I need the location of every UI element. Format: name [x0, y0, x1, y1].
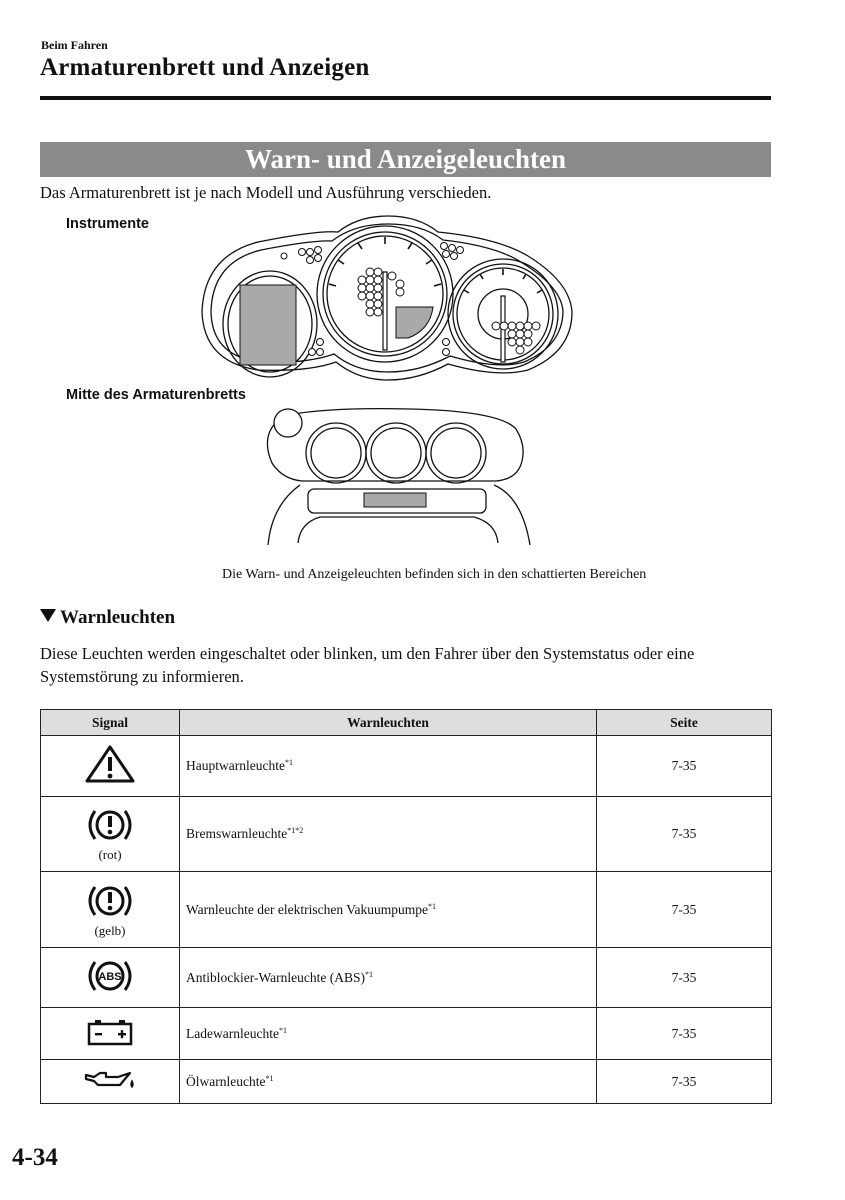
intro-text: Das Armaturenbrett ist je nach Modell und Ausführung verschieden. [40, 183, 492, 202]
instrument-cluster-figure [198, 212, 578, 384]
abs-icon-text: ABS [98, 970, 122, 983]
footnote-ref: *1 [284, 758, 293, 767]
table-row [41, 948, 772, 1008]
page-ref: 7-35 [597, 1060, 772, 1104]
table-header-row [41, 710, 772, 736]
figure-caption: Die Warn- und Anzeigeleuchten befinden sich in den schattierten Bereichen [222, 567, 647, 582]
oil-pressure-icon [82, 1067, 138, 1093]
table-row [41, 736, 772, 797]
warnings-heading [40, 607, 175, 629]
warnings-heading-text: Warnleuchten [60, 607, 176, 628]
brake-warning-icon [84, 805, 136, 845]
center-console-figure [260, 405, 540, 550]
warning-name: Hauptwarnleuchte [186, 758, 285, 773]
footnote-ref: *1 [364, 969, 373, 979]
page-ref: 7-35 [597, 797, 772, 872]
abs-warning-icon [84, 956, 136, 996]
table-row [41, 1008, 772, 1060]
warning-lights-table [40, 709, 772, 1104]
warnings-description: Diese Leuchten werden eingeschaltet oder blinken, um den Fahrer über den Systemstatus oder eine Systemstörung zu informieren. [40, 644, 695, 686]
footnote-ref: *1 [278, 1025, 287, 1035]
page-number: 4-34 [12, 1144, 58, 1171]
triangle-bullet-icon [40, 609, 56, 622]
table-row [41, 1060, 772, 1104]
footnote-ref: *1 [265, 1073, 274, 1083]
page-ref: 7-35 [597, 948, 772, 1008]
warning-name: Antiblockier-Warnleuchte (ABS) [186, 969, 365, 985]
page-ref: 7-35 [597, 1008, 772, 1060]
page-title: Armaturenbrett und Anzeigen [40, 54, 370, 81]
header-signal: Signal [41, 710, 180, 736]
warning-name: Warnleuchte der elektrischen Vakuumpumpe [186, 901, 428, 917]
section-banner: Warn- und Anzeigeleuchten [40, 142, 771, 177]
color-note: (rot) [98, 847, 122, 862]
breadcrumb: Beim Fahren [41, 38, 108, 52]
center-console-label: Mitte des Armaturenbretts [66, 387, 246, 403]
table-row [41, 872, 772, 948]
header-seite: Seite [597, 710, 772, 736]
instruments-label: Instrumente [66, 216, 149, 232]
warning-name: Ladewarnleuchte [186, 1025, 279, 1041]
footnote-ref: *1*2 [287, 826, 304, 835]
header-warnleuchten: Warnleuchten [180, 710, 597, 736]
battery-charge-icon [84, 1016, 136, 1048]
color-note: (gelb) [94, 922, 126, 938]
page-ref: 7-35 [597, 736, 772, 797]
warning-name: Bremswarnleuchte [186, 826, 288, 841]
page-ref: 7-35 [597, 872, 772, 948]
master-warning-icon [84, 744, 136, 784]
warning-name: Ölwarnleuchte [186, 1073, 266, 1089]
title-divider [40, 96, 771, 100]
table-row [41, 797, 772, 872]
footnote-ref: *1 [427, 901, 436, 911]
brake-warning-icon [84, 881, 136, 921]
